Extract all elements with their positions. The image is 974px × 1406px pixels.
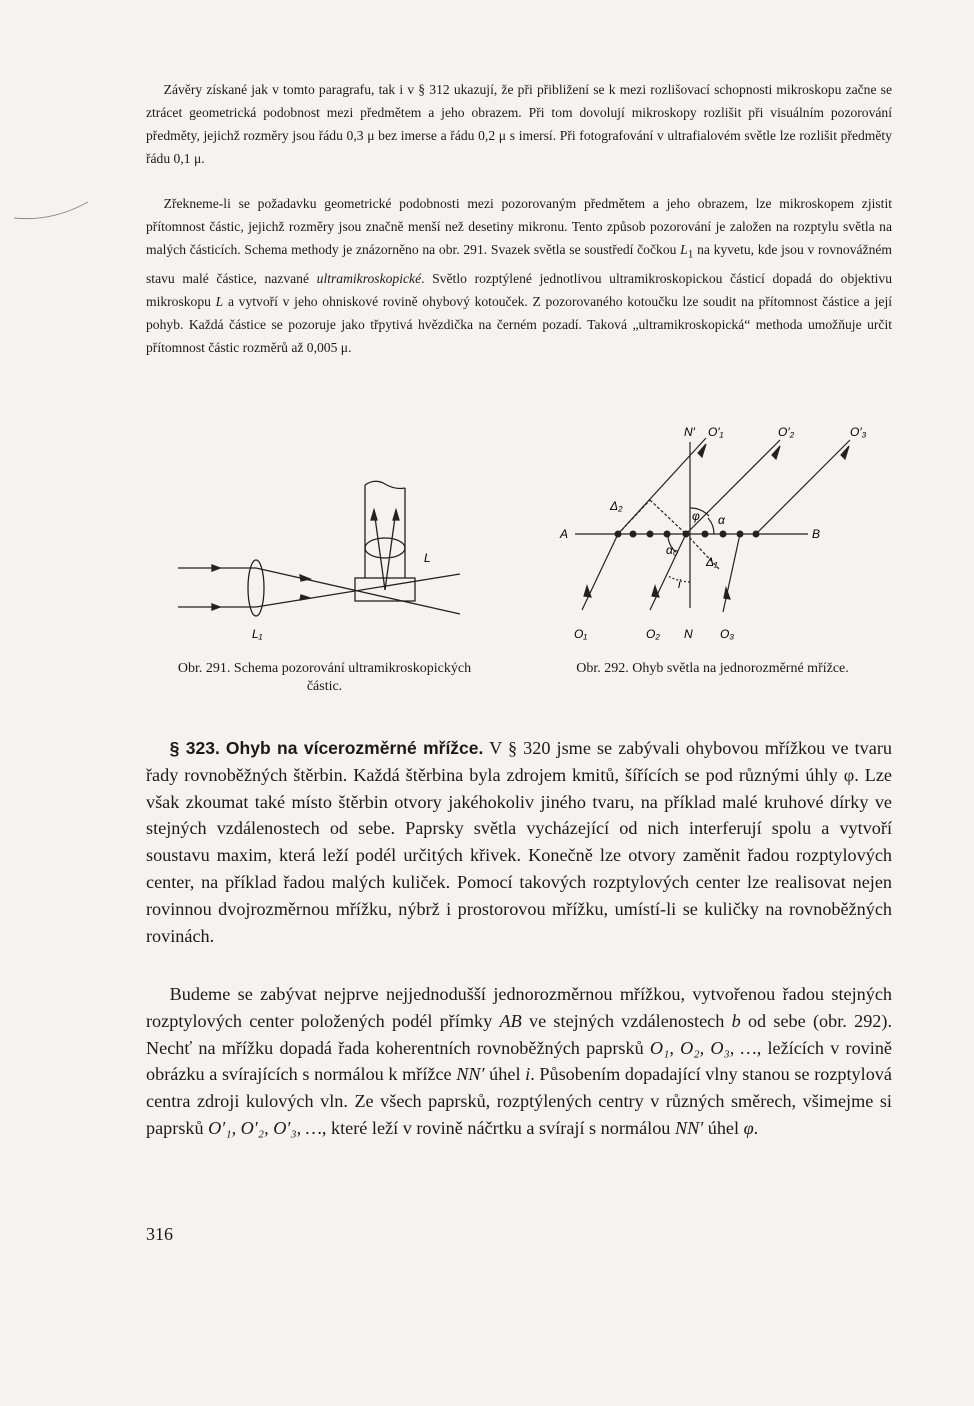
label-O3: O₃ <box>720 627 735 641</box>
label-B: B <box>812 527 821 541</box>
section-paragraph <box>146 735 892 949</box>
page-number: 316 <box>146 1224 173 1244</box>
paragraph-text: Závěry získané jak v tomto paragrafu, tak i v § 312 ukazují, že při přibližení se k mezi rozlišovací schopnosti mikroskopu začne se ztrácet geometrická podobnost mezi předmětem a jeho obrazem. Při tom dovolují mikroskopy rozlišit při visuálním pozorování předměty, jejichž rozměry jsou řádu 0,3 μ bez imerse a řádu 0,2 μ s imersí. Při fotografování v ultrafialovém světle lze rozlišit předměty řádu 0,1 μ. <box>146 82 892 167</box>
paragraph-text: Zřekneme-li se požadavku geometrické podobnosti mezi pozorovaným předmětem a jeho obrazem, lze mikroskopem zjistit přítomnost částic, jejichž rozměry jsou značně menší než desetiny mikronu. Tento způsob pozorování je založen na rozptylu světla na malých částicích. Schema methody je znázorněno na obr. 291. Svazek světla se soustředí čočkou $L_1$ na kyvetu, kde jsou v rovnovážném stavu malé částice, nazvané ultramikroskopické. Světlo rozptýlené jednotlivou ultramikroskopickou částicí dopadá do objektivu mikroskopu L a vytvoří v jeho ohniskové rovině ohybový kotouček. Z pozorovaného kotoučku lze soudit na přítomnost částice a její pohyb. Každá částice se pozoruje jako třpytivá hvězdička na černém pozadí. Taková „ultramikroskopická“ methoda umožňuje určit přítomnost částic rozměrů až 0,005 μ. <box>146 196 892 356</box>
label-O2-prime: O′₂ <box>778 425 795 439</box>
label-phi: φ <box>692 509 700 523</box>
figure-291-diagram <box>160 470 490 650</box>
label-A: A <box>560 527 569 541</box>
label-delta1: Δ₁ <box>706 555 718 569</box>
label-N-prime: N′ <box>684 425 695 439</box>
label-alpha0: α₀ <box>666 543 678 557</box>
label-O1-prime: O′₁ <box>708 425 724 439</box>
grating-diffraction-diagram <box>540 420 890 650</box>
label-objective-L: L <box>424 551 431 565</box>
section-title: Ohyb na vícerozměrné mřížce. <box>225 738 484 758</box>
paragraph-ultramicroscopy <box>146 192 892 359</box>
label-alpha: α <box>718 513 725 527</box>
margin-pencil-mark <box>12 200 92 230</box>
section-323 <box>146 735 892 949</box>
label-lens-L1: L₁ <box>252 627 263 641</box>
paragraph-conclusions <box>146 78 892 170</box>
figure-292-caption: Obr. 292. Ohyb světla na jednorozměrné mřížce. <box>576 661 849 676</box>
figure-292-diagram <box>540 420 890 650</box>
paragraph-grating <box>146 981 892 1142</box>
label-N: N <box>684 627 693 641</box>
ultramicroscope-schema <box>160 470 490 650</box>
label-O2: O₂ <box>646 627 660 641</box>
paragraph-text: Budeme se zabývat nejprve nejjednodušší jednorozměrnou mřížkou, vytvořenou řadou stejných rozptylových center položených podél přímky AB ve stejných vzdálenostech b od sebe (obr. 292). Nechť na mřížku dopadá řada koherentních rovnoběžných paprsků O₁, O₂, O₃, …, ležících v rovině obrázku a svírajících s normálou k mřížce NN′ úhel i. Působením dopadající vlny stanou se rozptylová centra zdroji kulových vln. Ze všech paprsků, rozptýlených centry v různých směrech, všimejme si paprsků O′₁, O′₂, O′₃, …, které leží v rovině náčrtku a svírají s normálou NN′ úhel φ. <box>146 984 892 1138</box>
label-O1: O₁ <box>574 627 588 641</box>
section-number: § 323. <box>169 738 220 758</box>
label-O3-prime: O′₃ <box>850 425 867 439</box>
label-i: i <box>678 577 681 591</box>
figure-291-caption: Obr. 291. Schema pozorování ultramikroskopických částic. <box>177 661 472 694</box>
label-delta2: Δ₂ <box>610 499 623 513</box>
section-text: V § 320 jsme se zabývali ohybovou mřížkou ve tvaru řady rovnoběžných štěrbin. Každá štěrbina byla zdrojem kmitů, šířících se pod různými úhly φ. Lze však zkoumat také místo štěrbin otvory jakéhokoliv jiného tvaru, na příklad malé kruhové dírky ve stejných vzdálenostech od sebe. Paprsky světla vycházející od nich interferují spolu a vytvoří soustavu maxim, která leží podél určitých křivek. Konečně lze otvory zaměnit řadou rozptylových center, na příklad řadou malých kuliček. Pomocí takových rozptylových center lze realisovat nejen rovinnou dvojrozměrnou mřížku, nýbrž i prostorovou mřížku, umístí-li se kuličky na rovnoběžných rovinách. <box>146 738 892 946</box>
